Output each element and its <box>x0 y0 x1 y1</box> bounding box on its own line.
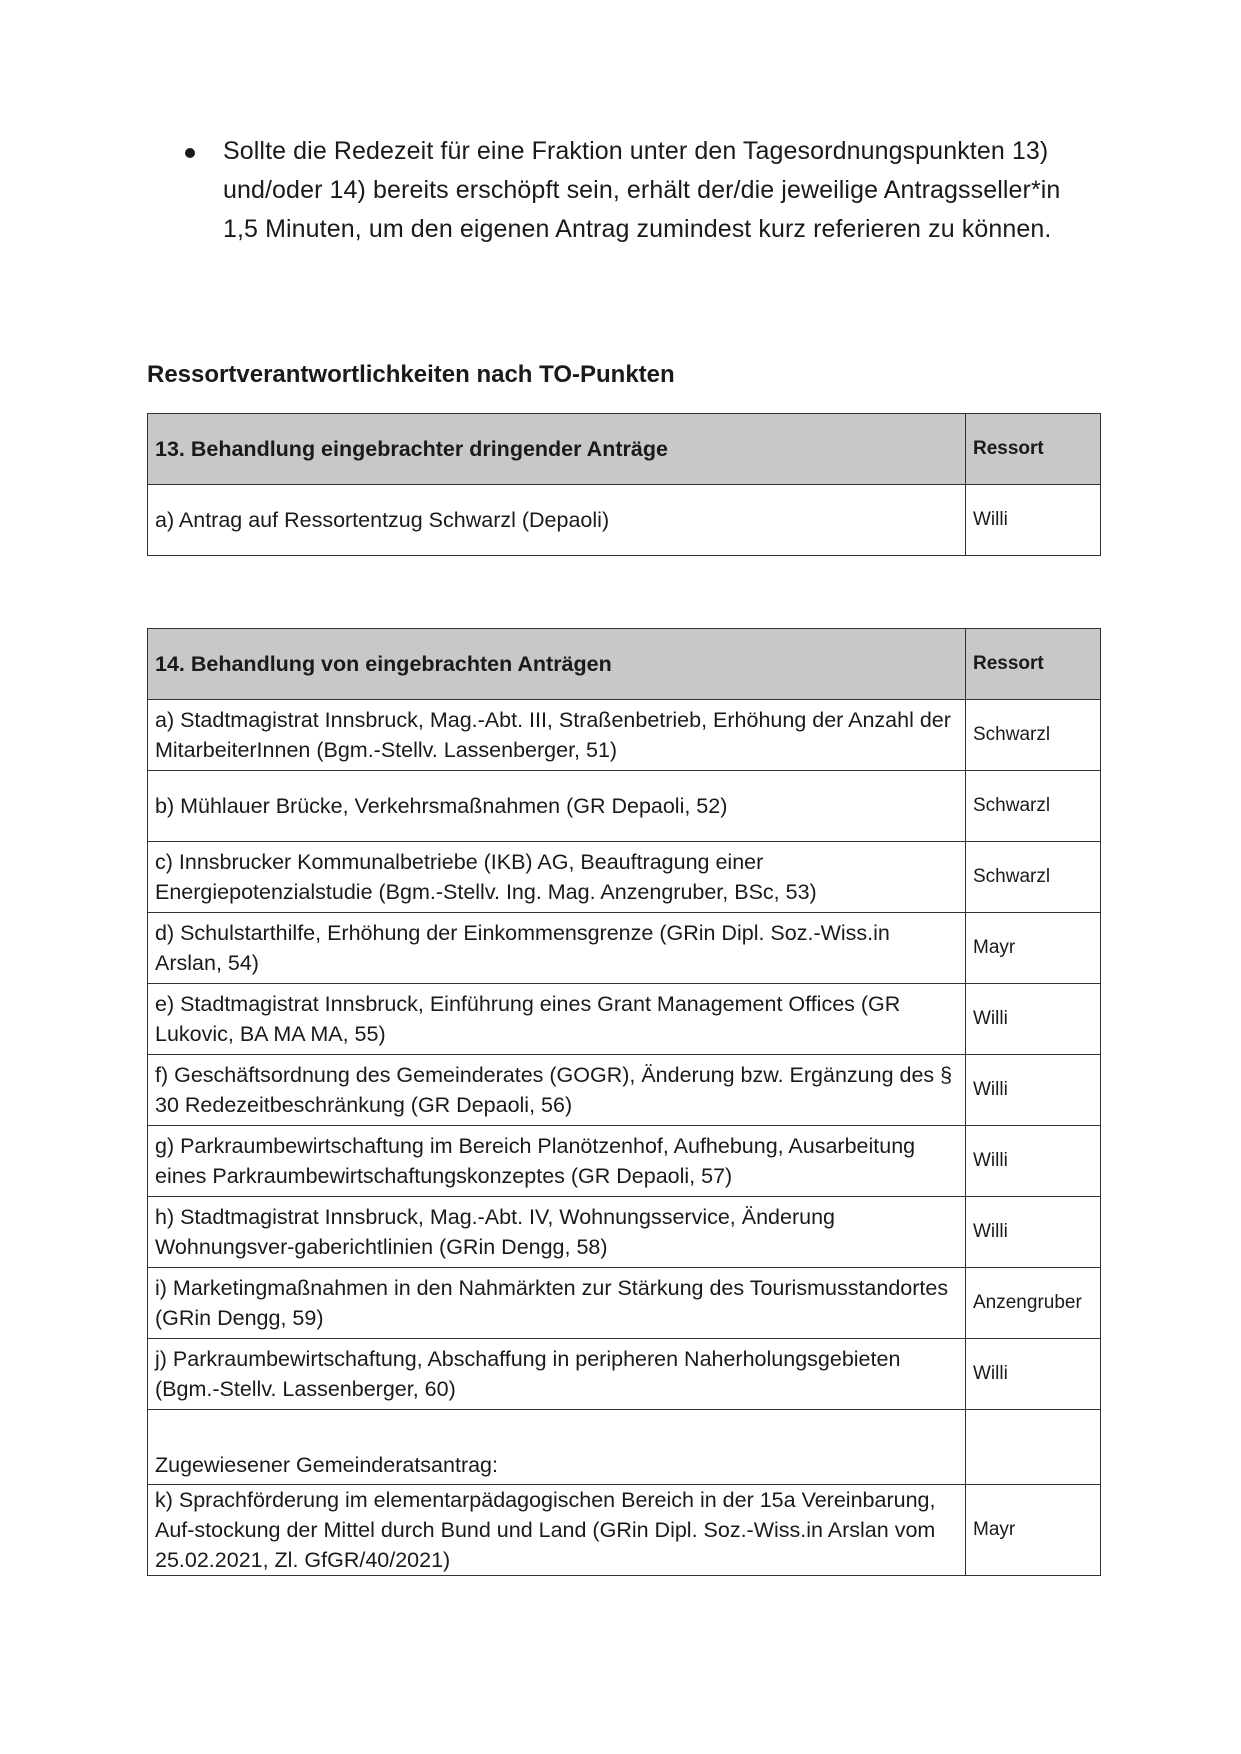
table-item-13 <box>147 413 1101 556</box>
table-row <box>148 1485 1101 1576</box>
table-row <box>148 842 1101 913</box>
table-cell-ressort: Willi <box>966 1126 1101 1197</box>
table-cell-ressort: Willi <box>966 1197 1101 1268</box>
table-cell-ressort: Anzengruber <box>966 1268 1101 1339</box>
table-header-row <box>148 629 1101 700</box>
table-cell-ressort: Willi <box>966 984 1101 1055</box>
table-subheading: Zugewiesener Gemeinderatsantrag: <box>148 1410 966 1485</box>
table-row <box>148 984 1101 1055</box>
table-cell-item: j) Parkraumbewirtschaftung, Abschaffung in peripheren Naherholungsgebieten (Bgm.-Stellv. Lassenberger, 60) <box>148 1339 966 1410</box>
table-cell-item: d) Schulstarthilfe, Erhöhung der Einkommensgrenze (GRin Dipl. Soz.-Wiss.in Arslan, 54) <box>148 913 966 984</box>
table-row <box>148 1055 1101 1126</box>
table-cell-item: a) Stadtmagistrat Innsbruck, Mag.-Abt. III, Straßenbetrieb, Erhöhung der Anzahl der MitarbeiterInnen (Bgm.-Stellv. Lassenberger, 51) <box>148 700 966 771</box>
table-cell-ressort: Schwarzl <box>966 771 1101 842</box>
table-header-title: 14. Behandlung von eingebrachten Anträgen <box>148 629 966 700</box>
table-cell-ressort: Schwarzl <box>966 700 1101 771</box>
table-cell-item: a) Antrag auf Ressortentzug Schwarzl (Depaoli) <box>148 485 966 556</box>
table-item-14 <box>147 628 1101 1576</box>
table-row <box>148 1339 1101 1410</box>
table-row <box>148 913 1101 984</box>
table-header-title: 13. Behandlung eingebrachter dringender Anträge <box>148 414 966 485</box>
table-row <box>148 700 1101 771</box>
table-row <box>148 771 1101 842</box>
table-cell-item: e) Stadtmagistrat Innsbruck, Einführung eines Grant Management Offices (GR Lukovic, BA MA MA, 55) <box>148 984 966 1055</box>
bullet-icon <box>185 148 195 158</box>
table-cell-item: i) Marketingmaßnahmen in den Nahmärkten zur Stärkung des Tourismusstandortes (GRin Dengg, 59) <box>148 1268 966 1339</box>
table-cell-ressort: Mayr <box>966 913 1101 984</box>
table-cell-item: g) Parkraumbewirtschaftung im Bereich Planötzenhof, Aufhebung, Ausarbeitung eines Parkraumbewirtschaftungskonzeptes (GR Depaoli, 57) <box>148 1126 966 1197</box>
table-header-ressort: Ressort <box>966 414 1101 485</box>
table-subheading-row <box>148 1410 1101 1485</box>
table-row <box>148 485 1101 556</box>
table-cell-item: c) Innsbrucker Kommunalbetriebe (IKB) AG, Beauftragung einer Energiepotenzialstudie (Bgm.-Stellv. Ing. Mag. Anzengruber, BSc, 53) <box>148 842 966 913</box>
table-header-ressort: Ressort <box>966 629 1101 700</box>
bullet-text: Sollte die Redezeit für eine Fraktion unter den Tagesordnungspunkten 13) und/oder 14) bereits erschöpft sein, erhält der/die jeweilige Antragsseller*in 1,5 Minuten, um den eigenen Antrag zumindest kurz referieren zu können. <box>223 137 1061 243</box>
table-cell-item: k) Sprachförderung im elementarpädagogischen Bereich in der 15a Vereinbarung, Auf-stockung der Mittel durch Bund und Land (GRin Dipl. Soz.-Wiss.in Arslan vom 25.02.2021, Zl. GfGR/40/2021) <box>148 1485 966 1576</box>
table-cell-item: f) Geschäftsordnung des Gemeinderates (GOGR), Änderung bzw. Ergänzung des § 30 Redezeitbeschränkung (GR Depaoli, 56) <box>148 1055 966 1126</box>
table-cell-ressort: Schwarzl <box>966 842 1101 913</box>
table-row <box>148 1268 1101 1339</box>
table-cell-ressort: Willi <box>966 1055 1101 1126</box>
table-cell-item: b) Mühlauer Brücke, Verkehrsmaßnahmen (GR Depaoli, 52) <box>148 771 966 842</box>
table-cell-item: h) Stadtmagistrat Innsbruck, Mag.-Abt. IV, Wohnungsservice, Änderung Wohnungsver-gaberichtlinien (GRin Dengg, 58) <box>148 1197 966 1268</box>
table-cell-ressort: Mayr <box>966 1485 1101 1576</box>
section-heading: Ressortverantwortlichkeiten nach TO-Punkten <box>147 361 675 388</box>
table-cell-ressort: Willi <box>966 485 1101 556</box>
table-header-row <box>148 414 1101 485</box>
table-row <box>148 1126 1101 1197</box>
table-cell-ressort: Willi <box>966 1339 1101 1410</box>
bullet-paragraph <box>185 132 1085 249</box>
table-row <box>148 1197 1101 1268</box>
table-cell-empty <box>966 1410 1101 1485</box>
